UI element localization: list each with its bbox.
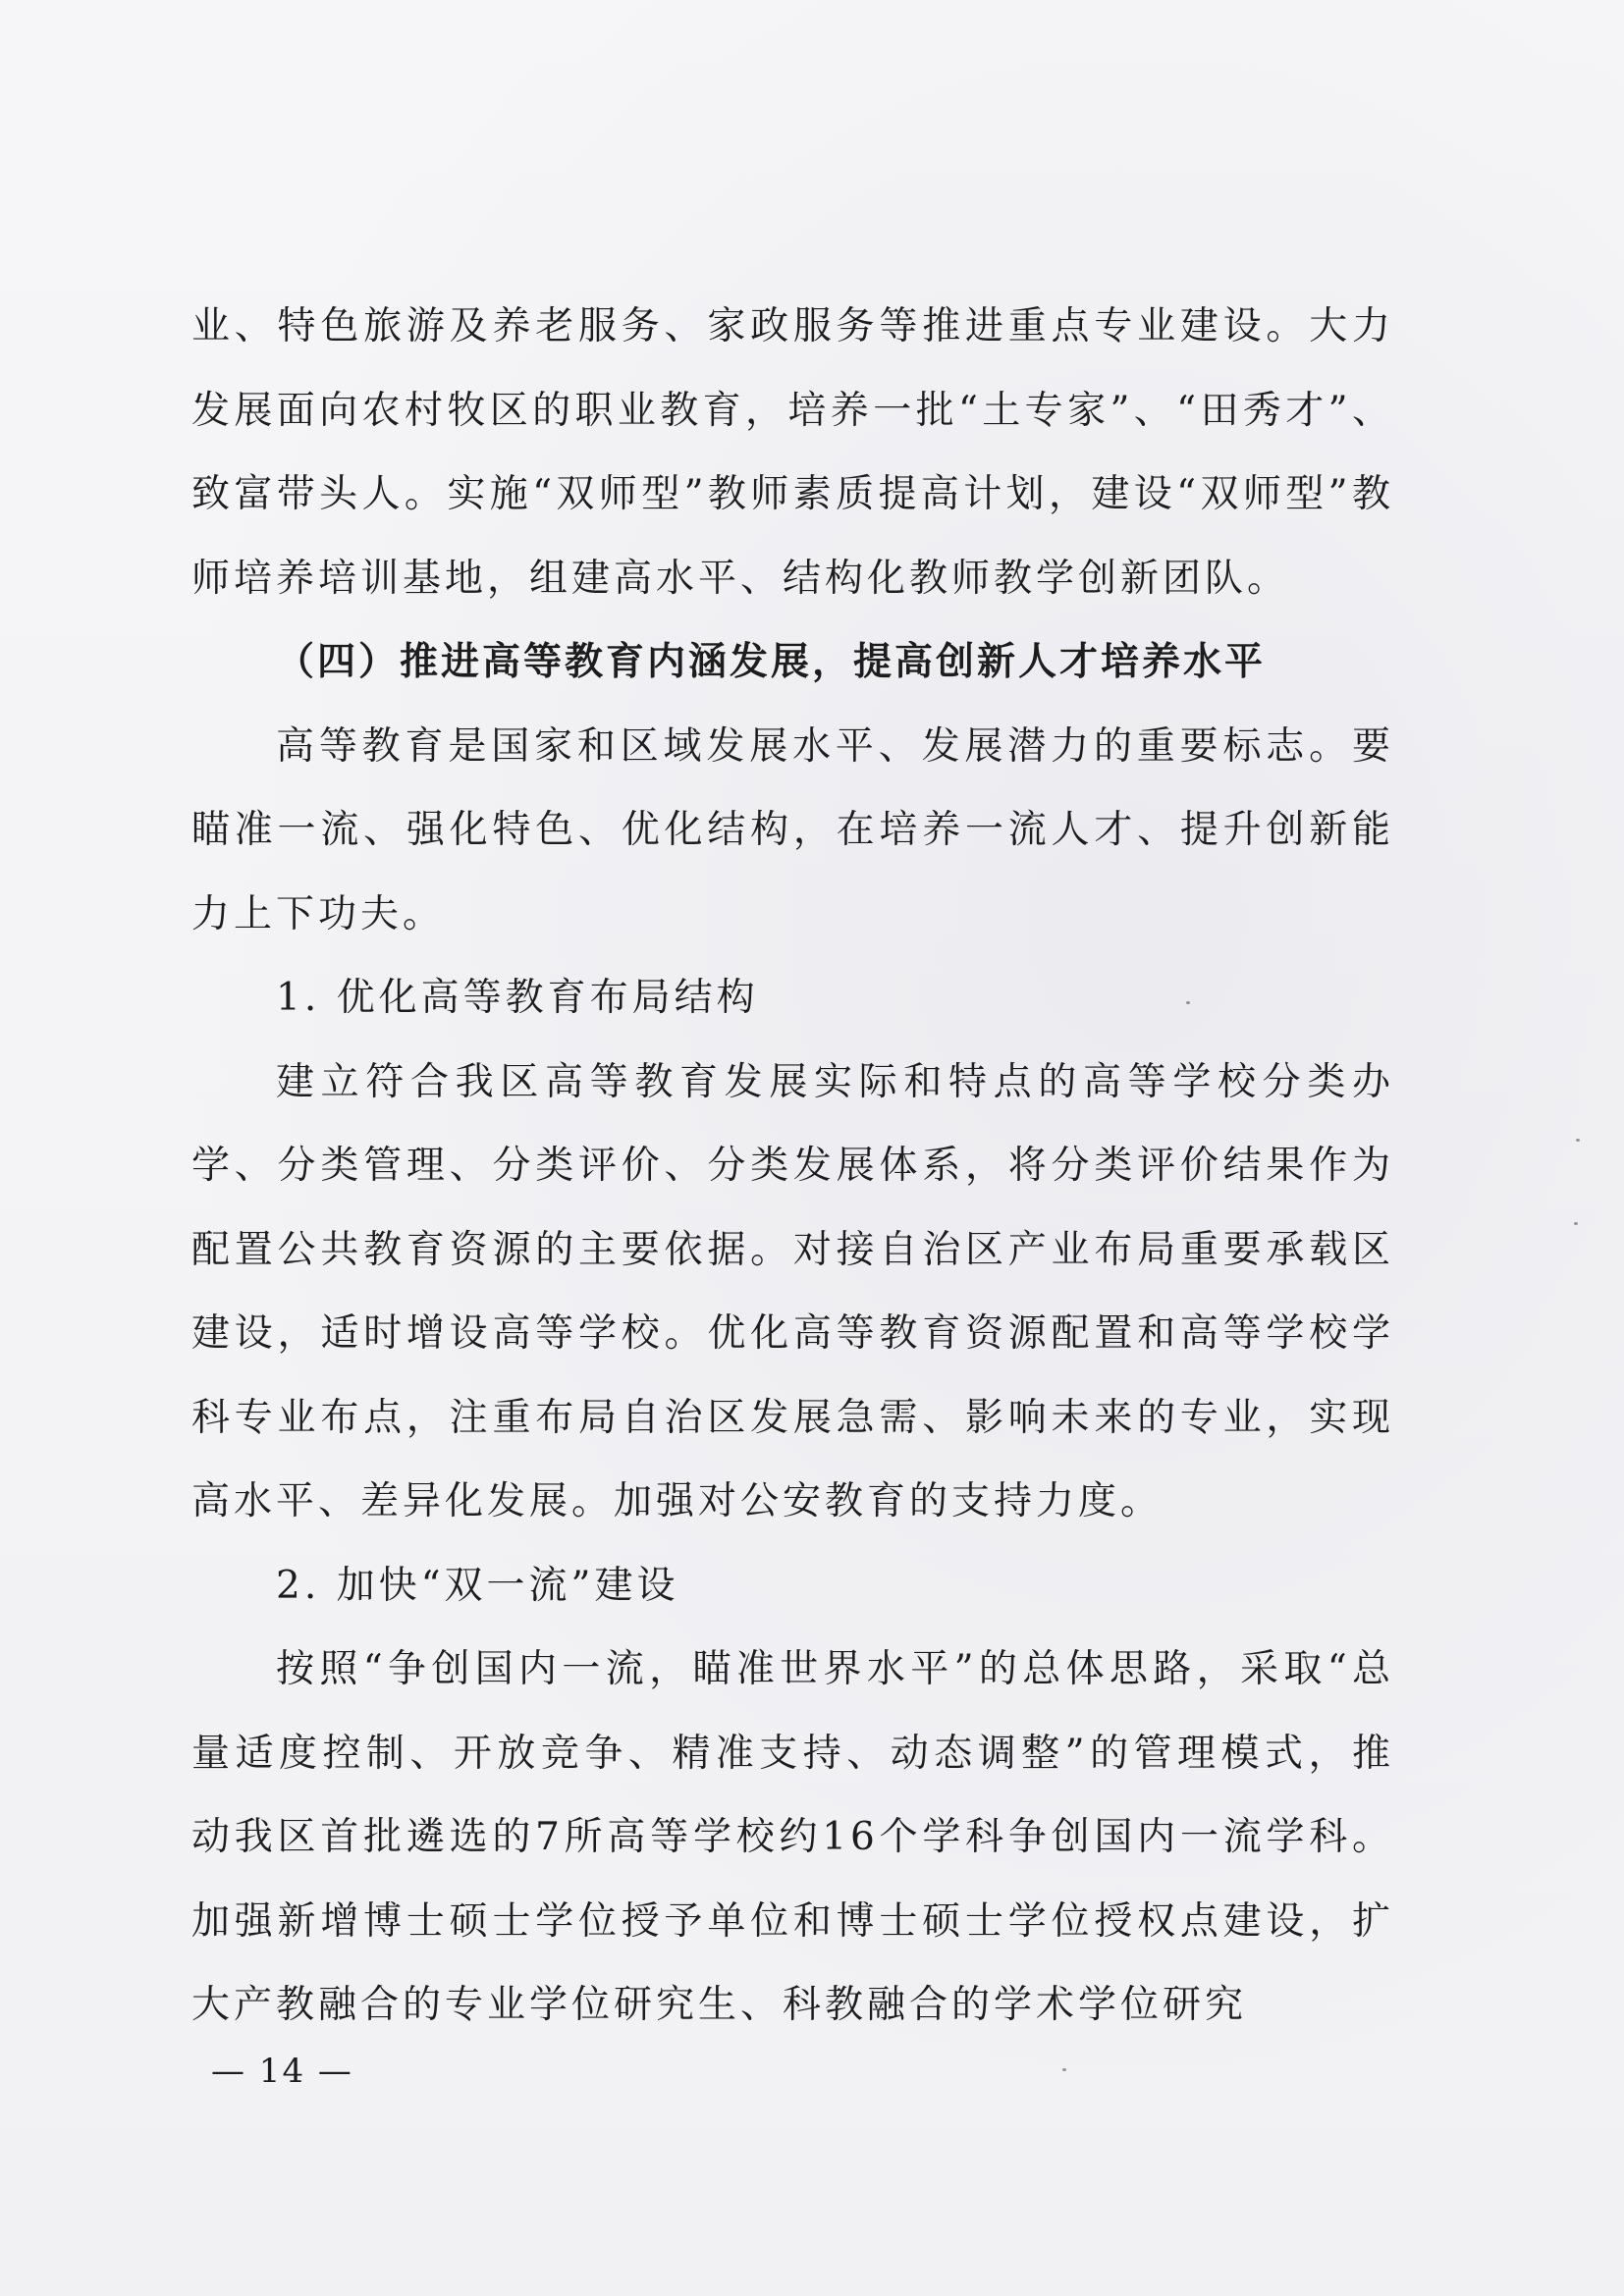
scan-speck [1574, 1222, 1578, 1225]
paragraph-intro: 高等教育是国家和区域发展水平、发展潜力的重要标志。要瞄准一流、强化特色、优化结构，在培养一流人才、提升创新能力上下功夫。 [191, 723, 1394, 936]
paragraph-continuation: 业、特色旅游及养老服务、家政服务等推进重点专业建设。大力发展面向农村牧区的职业教育，培养一批“土专家”、“田秀才”、致富带头人。实施“双师型”教师素质提高计划，建设“双师型”教师培养培训基地，组建高水平、结构化教师教学创新团队。 [191, 304, 1394, 601]
scan-speck [1186, 1001, 1190, 1004]
page-number: — 14 — [211, 2052, 353, 2091]
scan-speck [1576, 1139, 1580, 1142]
document-body [191, 285, 1394, 2048]
paragraph-double-first-class: 按照“争创国内一流，瞄准世界水平”的总体思路，采取“总量适度控制、开放竞争、精准支持、动态调整”的管理模式，推动我区首批遴选的7所高等学校约16个学科争创国内一流学科。加强新增博士硕士学位授予单位和博士硕士学位授权点建设，扩大产教融合的专业学位研究生、科教融合的学术学位研究 [191, 1647, 1394, 2027]
section-heading: （四）推进高等教育内涵发展，提高创新人才培养水平 [276, 639, 1267, 684]
subheading-1: 1. 优化高等教育布局结构 [276, 976, 759, 1020]
subheading-2: 2. 加快“双一流”建设 [276, 1563, 679, 1608]
scan-speck [1062, 2068, 1066, 2071]
paragraph-layout: 建立符合我区高等教育发展实际和特点的高等学校分类办学、分类管理、分类评价、分类发展体系，将分类评价结果作为配置公共教育资源的主要依据。对接自治区产业布局重要承载区建设，适时增设高等学校。优化高等教育资源配置和高等学校学科专业布点，注重布局自治区发展急需、影响未来的专业，实现高水平、差异化发展。加强对公安教育的支持力度。 [191, 1059, 1394, 1523]
